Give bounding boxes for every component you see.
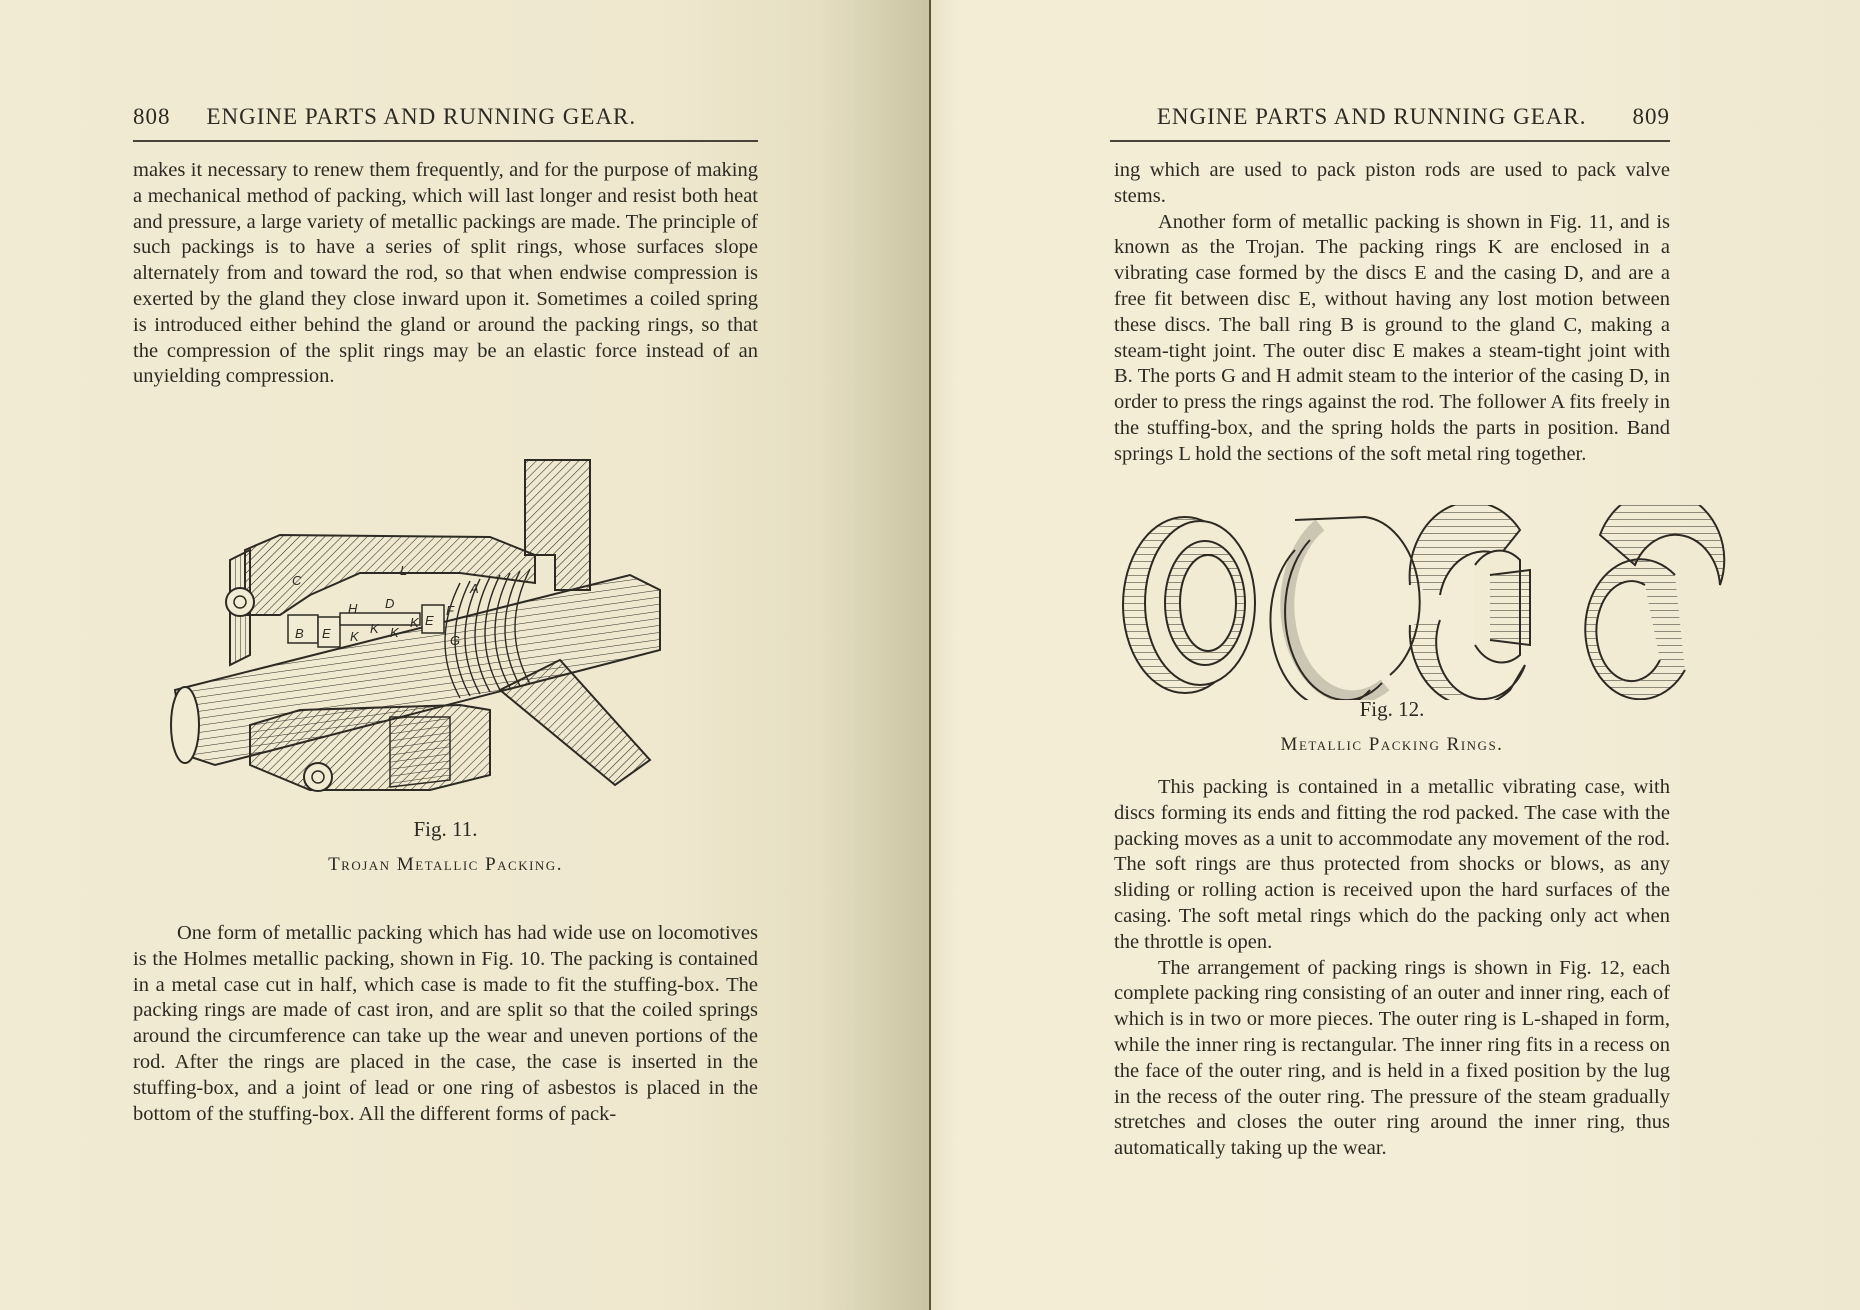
paragraph: One form of metallic packing which has had wide use on locomotives is the Holmes metallic packing, shown in Fig. 10. The packing is contained in a metal case cut in half, which case is made to fit the stuffing-box. The packing rings are made of cast iron, and are split so that the coiled springs around the circumference can take up the wear and uneven portions of the rod. After the rings are placed in the case, the case is inserted in the stuffing-box, and a joint of lead or one ring of asbestos is placed in the bottom of the stuffing-box. All the different forms of pack- [133,922,758,1125]
right-running-head [1110,104,1670,142]
label-K: K [370,621,379,636]
label-K: K [350,629,359,644]
label-K: K [390,625,399,640]
label-B: B [295,626,304,641]
label-C: C [292,573,302,588]
paragraph: makes it necessary to renew them frequently, and for the purpose of making a mechanical method of packing, which will last longer and resist both heat and pressure, a large variety of metallic packings are made. The principle of such packings is to have a series of split rings, whose surfaces slope alternately from and toward the rod, so that when endwise compression is exerted by the gland they close inward upon it. Sometimes a coiled spring is introduced either behind the gland or around the packing rings, so that the compression of the split rings may be an elastic force instead of an unyielding compression. [133,159,758,388]
right-top-text [1114,158,1670,468]
label-G: G [450,633,461,648]
page-number: 809 [1632,104,1670,129]
paragraph: ing which are used to pack piston rods are used to pack valve stems. [1114,159,1670,207]
label-L: L [400,563,408,578]
label-D: D [385,596,395,611]
figure-number: Fig. 11. [413,817,478,841]
label-K: K [410,615,419,630]
running-head-title: ENGINE PARTS AND RUNNING GEAR. [206,104,637,129]
figure-number: Fig. 12. [1359,697,1425,721]
left-running-head [133,104,758,142]
label-H: H [348,601,358,616]
paragraph: Another form of metallic packing is shown in Fig. 11, and is known as the Trojan. The packing rings K are enclosed in a vibrating case formed by the discs E and the casing D, and are a free fit between disc E, without having any lost motion between these discs. The ball ring B is ground to the gland C, making a steam-tight joint. The outer disc E makes a steam-tight joint with B. The ports G and H admit steam to the interior of the casing D, in order to press the rings against the rod. The follower A fits freely in the stuffing-box, and the spring holds the parts in position. Band springs L hold the sections of the soft metal ring together. [1114,210,1670,465]
figure-12-caption [1114,697,1670,756]
page-number: 808 [133,104,171,129]
right-bottom-text [1114,775,1670,1162]
figure-title: Metallic Packing Rings. [1280,734,1504,755]
figure-title: Trojan Metallic Packing. [328,854,563,875]
left-top-text [133,158,758,390]
left-bottom-text [133,921,758,1127]
figure-11-trojan-packing-illustration [160,455,760,805]
paragraph: This packing is contained in a metallic vibrating case, with discs forming its ends and fitting the rod packed. The case with the packing moves as a unit to accommodate any movement of the rod. The soft rings are thus protected from shocks or blows, as any sliding or rolling action is received upon the hard surfaces of the casing. The soft metal rings which do the packing only act when the throttle is open. [1114,776,1670,953]
running-head-title: ENGINE PARTS AND RUNNING GEAR. [1156,104,1587,129]
label-A: A [470,581,479,596]
paragraph: The arrangement of packing rings is shown in Fig. 12, each complete packing ring consisting of an outer and inner ring, each of which is in two or more pieces. The outer ring is L-shaped in form, while the inner ring is rectangular. The inner ring fits in a recess on the face of the outer ring, and is held in a fixed position by the lug in the recess of the outer ring. The pressure of the steam gradually stretches and closes the outer ring around the inner ring, thus automatically taking up the wear. [1114,956,1670,1160]
label-F: F [446,603,454,618]
book-spine [929,0,931,1310]
label-E: E [322,626,331,641]
figure-12-packing-rings-illustration [1120,505,1740,700]
label-E: E [425,613,434,628]
figure-11-caption [133,817,758,876]
